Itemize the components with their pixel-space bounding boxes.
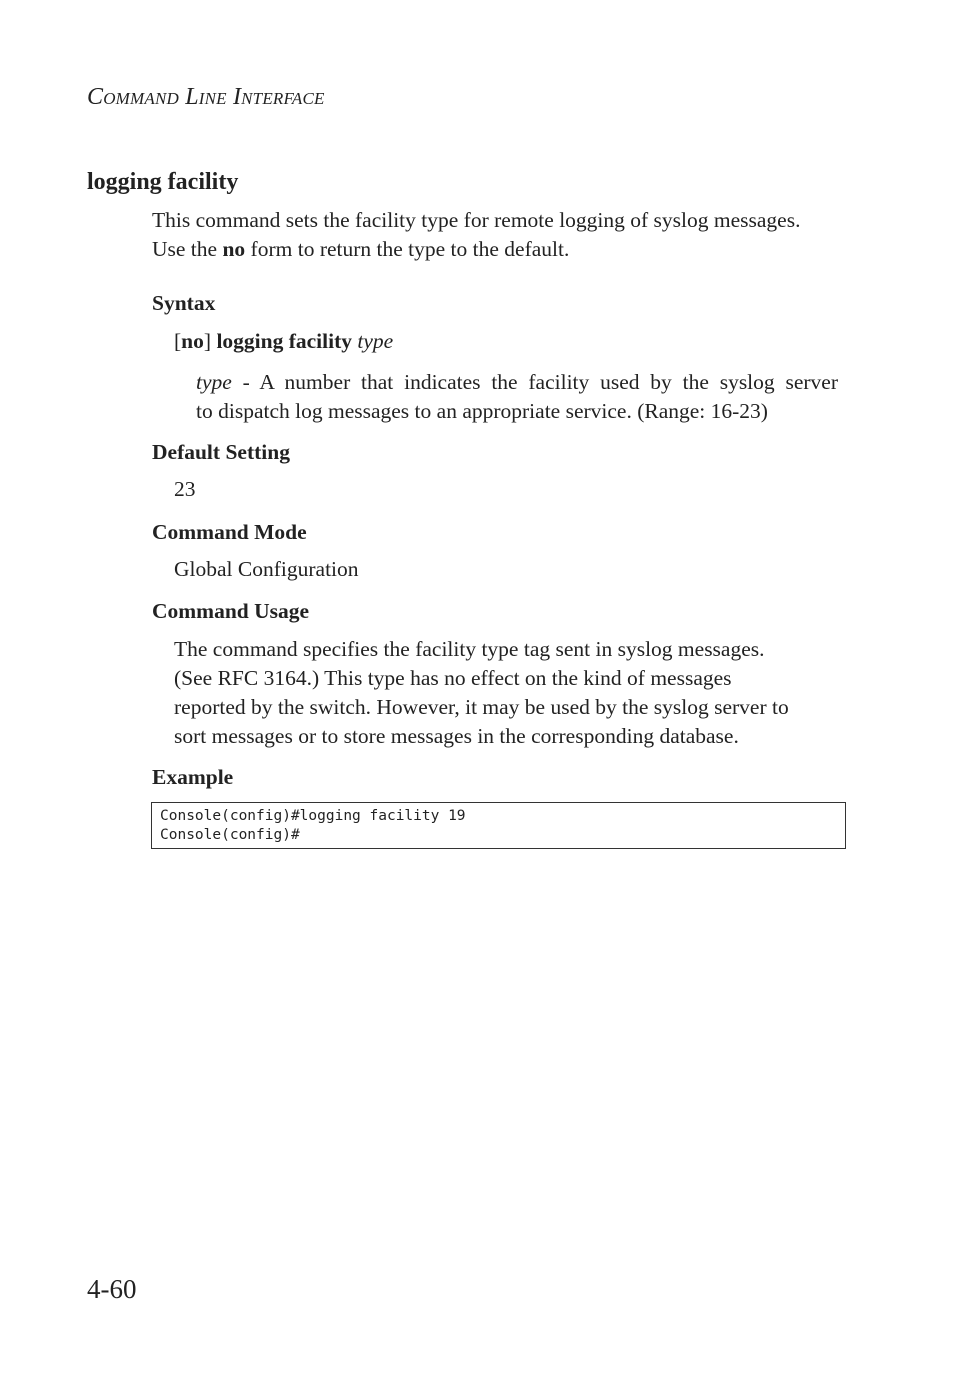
syntax-close-bracket: ] xyxy=(203,329,217,353)
syntax-heading: Syntax xyxy=(152,291,216,315)
command-usage-paragraph xyxy=(174,635,789,751)
page-number: 4-60 xyxy=(87,1274,137,1304)
example-code-box xyxy=(151,802,846,849)
usage-line: (See RFC 3164.) This type has no effect on the kind of messages xyxy=(174,666,732,690)
running-head: Command Line Interface xyxy=(87,84,325,110)
param-desc-text-1: - A number that indicates the facility used by the syslog server xyxy=(231,370,838,394)
syntax-open-bracket: [ xyxy=(174,329,182,353)
param-desc-line-1 xyxy=(196,368,838,397)
usage-line: sort messages or to store messages in the corresponding database. xyxy=(174,724,739,748)
param-name: type xyxy=(196,370,232,394)
syntax-line xyxy=(174,327,393,356)
usage-line: The command specifies the facility type tag sent in syslog messages. xyxy=(174,637,765,661)
intro-line-2-pre: Use the xyxy=(152,237,223,261)
param-description xyxy=(196,368,838,426)
param-desc-line-2: to dispatch log messages to an appropriate service. (Range: 16-23) xyxy=(196,399,768,423)
default-setting-value: 23 xyxy=(174,477,196,501)
syntax-param: type xyxy=(357,329,394,353)
usage-line: reported by the switch. However, it may be used by the syslog server to xyxy=(174,695,789,719)
intro-line-2-post: form to return the type to the default. xyxy=(245,237,570,261)
code-line: Console(config)#logging facility 19 xyxy=(160,808,466,824)
command-usage-heading: Command Usage xyxy=(152,599,310,623)
command-mode-heading: Command Mode xyxy=(152,520,307,544)
command-title: logging facility xyxy=(87,169,239,195)
syntax-command: logging facility xyxy=(216,329,352,353)
example-heading: Example xyxy=(152,765,234,789)
intro-paragraph xyxy=(152,206,800,264)
default-setting-heading: Default Setting xyxy=(152,440,290,464)
command-mode-value: Global Configuration xyxy=(174,557,359,581)
syntax-no-keyword: no xyxy=(181,329,204,353)
intro-line-1: This command sets the facility type for remote logging of syslog messages. xyxy=(152,208,801,232)
code-line: Console(config)# xyxy=(160,827,300,843)
example-code xyxy=(160,807,466,845)
no-keyword: no xyxy=(222,237,246,261)
